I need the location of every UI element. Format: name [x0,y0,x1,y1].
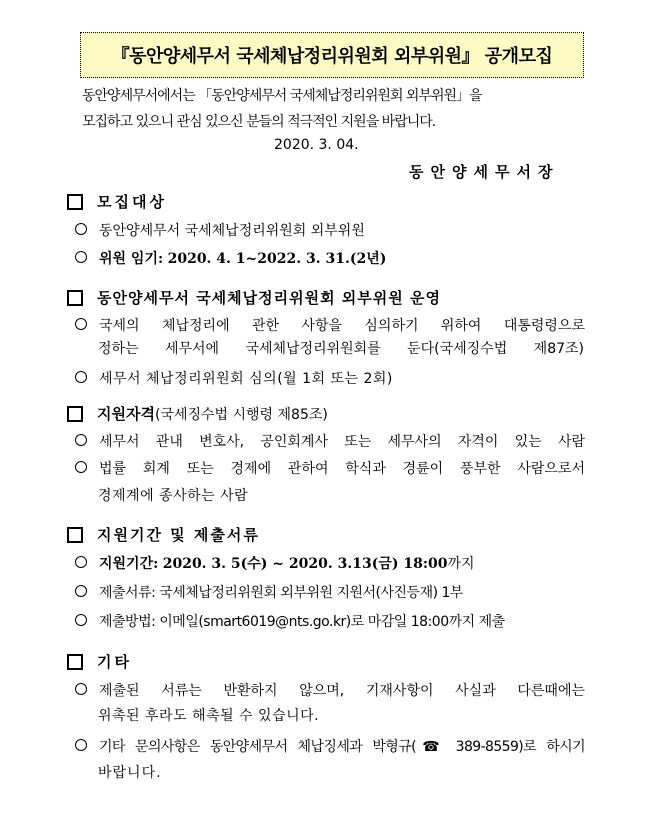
title-text: 『동안양세무서 국세체납정리위원회 외부위원』 공개모집 [111,46,553,67]
section-heading-application-period [67,524,260,545]
checkbox-square-icon [67,654,83,670]
section-heading-other [67,651,132,672]
announcement-date: 2020. 3. 04. [274,137,359,153]
section-heading-text: 기타 [97,653,132,671]
circle-bullet-icon [75,371,87,383]
page-title [80,32,584,78]
circle-bullet-icon [75,461,87,473]
list-item [75,220,365,240]
circle-bullet-icon [75,251,87,263]
section-heading-text: 지원기간 및 제출서류 [97,526,260,544]
list-item [75,553,475,573]
circle-bullet-icon [75,318,87,330]
checkbox-square-icon [67,527,83,543]
intro-line-2: 모집하고 있으니 관심 있으신 분들의 적극적인 지원을 바랍니다. [82,114,436,130]
item-text-line-1: 제출된 서류는 반환하지 않으며, 기재사항이 사실과 다른때에는 [99,683,585,699]
issuer-name: 동안양세무서장 [409,163,560,181]
checkbox-square-icon [67,194,83,210]
checkbox-square-icon [67,290,83,306]
item-text-bold: 2020. 3. 5(수) ~ 2020. 3.13(금) 18:00 [162,556,448,572]
list-item [75,315,585,335]
section-heading-operation [67,287,441,308]
section-heading-recruitment-target [67,191,167,212]
item-text: 세무서 관내 변호사, 공인회계사 또는 세무사의 자격이 있는 사람 [99,434,585,450]
circle-bullet-icon [75,683,87,695]
intro-line-1: 동안양세무서에서는 「동안양세무서 국세체납정리위원회 외부위원」을 [82,88,482,104]
item-text-line-1: 법률 회계 또는 경제에 관하여 학식과 경륜이 풍부한 사람으로서 [99,461,585,477]
circle-bullet-icon [75,739,87,751]
section-heading-qualifications [67,403,328,424]
list-item [75,248,386,268]
circle-bullet-icon [75,556,87,568]
circle-bullet-icon [75,585,87,597]
item-text: 제출방법: 이메일(smart6019@nts.go.kr)로 마감일 18:00까지 제출 [99,614,505,630]
section-heading-text: 지원자격 [97,405,155,423]
item-text: 세무서 체납정리위원회 심의(월 1회 또는 2회) [99,371,393,387]
list-item [75,736,585,756]
list-item [75,368,393,388]
list-item [75,458,585,478]
section-heading-text: 동안양세무서 국세체납정리위원회 외부위원 운영 [97,289,441,307]
circle-bullet-icon [75,614,87,626]
section-heading-text: 모집대상 [97,193,167,211]
item-text-line-1: 기타 문의사항은 동안양세무서 체납징세과 박형규(☎ 389-8559)로 하시기 [99,739,585,755]
item-text-line-1: 국세의 체납정리에 관한 사항을 심의하기 위하여 대통령령으로 [99,318,585,334]
item-text: 2020. 4. 1~2022. 3. 31.(2년) [167,251,387,267]
item-text-line-2: 바랍니다. [98,765,162,781]
list-item [75,680,585,700]
list-item [75,582,463,602]
item-text-line-2: 경제계에 종사하는 사람 [98,488,249,504]
item-label: 위원 임기: [99,251,164,267]
item-text-line-2: 정하는 세무서에 국세체납정리위원회를 둔다(국세징수법 제87조) [98,341,584,357]
circle-bullet-icon [75,223,87,235]
item-text: 동안양세무서 국세체납정리위원회 외부위원 [99,223,365,239]
item-text: 제출서류: 국세체납정리위원회 외부위원 지원서(사진등재) 1부 [99,585,463,601]
list-item [75,611,505,631]
item-label: 지원기간: [99,556,159,572]
circle-bullet-icon [75,434,87,446]
item-text: 까지 [447,556,475,572]
item-text-line-2: 위촉된 후라도 해촉될 수 있습니다. [98,708,320,724]
section-heading-note: (국세징수법 시행령 제85조) [154,406,328,423]
list-item [75,431,585,451]
checkbox-square-icon [67,406,83,422]
